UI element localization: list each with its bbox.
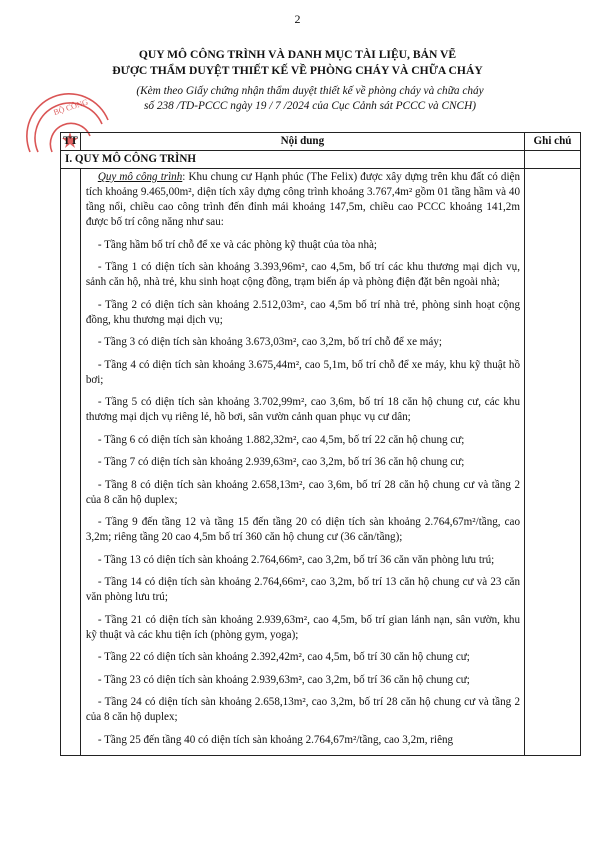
intro-text: : Khu chung cư Hạnh phúc (The Felix) được xây dựng trên khu đất có diện tích khoảng 9.465,00m², diện tích xây dựng công trình khoảng 3.767,4m² gồm 01 tầng hầm và 40 tầng nổi, chiều cao công trình đến đỉnh mái khoảng 147,5m, chiều cao PCCC khoảng 141,2m được bố trí công năng như sau: xyxy=(85,171,520,228)
header-stt: TT xyxy=(61,133,81,151)
title-line-2: ĐƯỢC THẨM DUYỆT THIẾT KẾ VỀ PHÒNG CHÁY VÀ CHỮA CHÁY xyxy=(112,64,483,77)
list-item: - Tầng 8 có diện tích sàn khoảng 2.658,13m², cao 3,6m, bố trí 28 căn hộ chung cư và tầng 2 của 8 căn hộ duplex; xyxy=(85,478,520,506)
header-content: Nội dung xyxy=(80,133,524,151)
list-item: - Tầng 5 có diện tích sàn khoảng 3.702,99m², cao 3,6m, bố trí 18 căn hộ chung cư, các khu thương mại dịch vụ riêng lẻ, hồ bơi, sân vườn cảnh quan phục vụ cư dân; xyxy=(85,396,520,423)
table-header-row xyxy=(61,133,581,151)
content-stt-cell xyxy=(61,169,81,756)
intro-paragraph xyxy=(86,170,520,230)
list-item: - Tầng 25 đến tầng 40 có diện tích sàn khoảng 2.764,67m²/tầng, cao 3,2m, riêng xyxy=(97,733,454,746)
section-row xyxy=(61,151,581,169)
list-item: - Tầng 22 có diện tích sàn khoảng 2.392,42m², cao 4,5m, bố trí 30 căn hộ chung cư; xyxy=(97,651,470,663)
subtitle-line-2: số 238 /TD-PCCC ngày 19 / 7 /2024 của Cục Cảnh sát PCCC và CNCH) xyxy=(143,100,477,112)
section-label: I. QUY MÔ CÔNG TRÌNH xyxy=(61,151,525,169)
list-item: - Tầng 24 có diện tích sàn khoảng 2.658,13m², cao 3,2m, bố trí 28 căn hộ chung cư và tầng 2 của 8 căn hộ duplex; xyxy=(85,696,520,723)
list-item: - Tầng 6 có diện tích sàn khoảng 1.882,32m², cao 4,5m, bố trí 22 căn hộ chung cư; xyxy=(97,433,465,446)
list-item: - Tầng 2 có diện tích sàn khoảng 2.512,03m², cao 4,5m bố trí nhà trẻ, phòng sinh hoạt cộng đồng, khu thương mại dịch vụ; xyxy=(85,298,520,326)
list-item: - Tầng 7 có diện tích sàn khoảng 2.939,63m², cao 3,2m, bố trí 36 căn hộ chung cư; xyxy=(97,456,465,468)
list-item: - Tầng 21 có diện tích sàn khoảng 2.939,63m², cao 4,5m, bố trí gian lánh nạn, sân vườn, khu kỹ thuật và các khu tiện ích (phòng gym, yoga); xyxy=(85,613,520,641)
list-item: - Tầng 3 có diện tích sàn khoảng 3.673,03m², cao 3,2m, bố trí chỗ để xe máy; xyxy=(97,336,442,348)
svg-text:BỘ CÔNG: BỘ CÔNG xyxy=(52,97,90,117)
content-table xyxy=(60,132,581,756)
list-item: - Tầng 13 có diện tích sàn khoảng 2.764,66m², cao 3,2m, bố trí 36 căn văn phòng lưu trú; xyxy=(97,553,495,566)
header-note: Ghi chú xyxy=(525,133,581,151)
subtitle-line-1: (Kèm theo Giấy chứng nhận thẩm duyệt thiết kế về phòng cháy và chữa cháy xyxy=(136,85,484,97)
content-note-cell xyxy=(525,169,581,756)
content-cell xyxy=(80,169,524,756)
list-item: - Tầng 23 có diện tích sàn khoảng 2.939,63m², cao 3,2m, bố trí 36 căn hộ chung cư; xyxy=(97,673,470,686)
list-item: - Tầng 1 có diện tích sàn khoảng 3.393,96m², cao 4,5m, bố trí các khu thương mại dịch vụ, sảnh căn hộ, nhà trẻ, khu sinh hoạt cộng đồng, trạm biến áp và phòng điện đặt bên ngoài nhà; xyxy=(85,261,520,288)
document-subtitle xyxy=(60,84,560,114)
list-item: - Tầng hầm bố trí chỗ để xe và các phòng kỹ thuật của tòa nhà; xyxy=(97,238,378,251)
page-number: 2 xyxy=(294,12,301,26)
content-row xyxy=(61,169,581,756)
document-title xyxy=(0,47,595,79)
section-note-cell xyxy=(525,151,581,169)
list-item: - Tầng 14 có diện tích sàn khoảng 2.764,66m², cao 3,2m, bố trí 13 căn hộ chung cư và 23 căn văn phòng lưu trú; xyxy=(85,576,520,603)
intro-label: Quy mô công trình xyxy=(97,171,183,183)
list-item: - Tầng 9 đến tầng 12 và tầng 15 đến tầng 20 có diện tích sàn khoảng 2.764,67m²/tầng, cao 3,2m; riêng tầng 20 cao 4,5m bố trí 360 căn hộ chung cư (36 căn/tầng); xyxy=(85,516,520,543)
title-line-1: QUY MÔ CÔNG TRÌNH VÀ DANH MỤC TÀI LIỆU, BẢN VẼ xyxy=(138,48,457,61)
list-item: - Tầng 4 có diện tích sàn khoảng 3.675,44m², cao 5,1m, bố trí chỗ để xe máy, khu kỹ thuật hồ bơi; xyxy=(85,358,520,386)
